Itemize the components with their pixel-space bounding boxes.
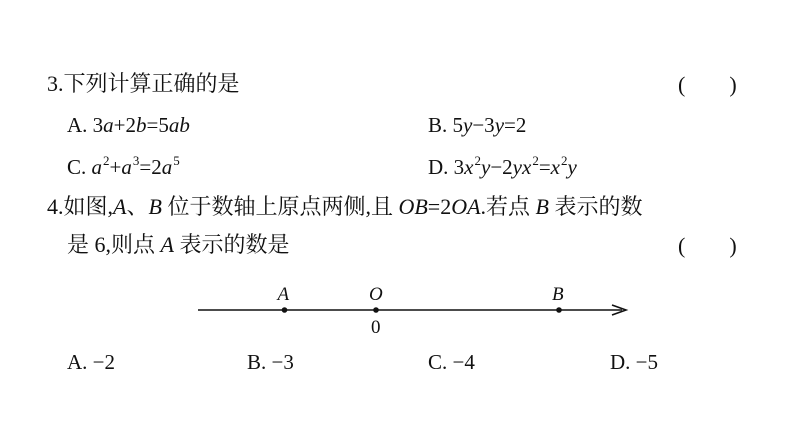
q4-option-c <box>428 352 475 373</box>
q4-stem-line1: 4.如图,A、B 位于数轴上原点两侧,且 OB=2OA.若点 B 表示的数 <box>47 194 643 219</box>
q4-option-c-value: −4 <box>452 350 475 374</box>
number-line-label-b: B <box>552 284 564 305</box>
number-line-point-a <box>282 307 288 313</box>
q3-number: 3. <box>47 71 64 96</box>
q3-option-a-expr: 3a+2b=5ab <box>92 113 190 137</box>
q4-option-c-letter: C. <box>428 350 448 374</box>
q4-option-d-value: −5 <box>635 350 659 374</box>
q4-number: 4. <box>47 194 64 219</box>
q4-option-d <box>610 352 658 373</box>
q4-option-b-letter: B. <box>247 350 267 374</box>
q4-option-a <box>67 352 115 373</box>
q4-option-a-value: −2 <box>92 350 116 374</box>
q3-option-c-expr: $a^2+a^3=2a^5$ <box>91 153 180 179</box>
number-line-label-a: A <box>277 284 290 305</box>
number-line-point-o <box>373 307 379 313</box>
q3-option-d-expr: $3x^2y-2yx^2=x^2y$ <box>453 153 577 179</box>
number-line-point-b <box>556 307 562 313</box>
q4-option-d-letter: D. <box>610 350 631 374</box>
q4-stem-line2: 是 6,则点 A 表示的数是 <box>67 232 290 257</box>
q3-stem-text: 下列计算正确的是 <box>63 71 240 96</box>
q3-option-a-letter: A. <box>67 113 88 137</box>
q3-option-b-letter: B. <box>428 113 448 137</box>
q4-option-b-value: −3 <box>271 350 294 374</box>
q3-option-d-letter: D. <box>428 155 449 179</box>
q4-answer-paren: ( ) <box>678 233 737 258</box>
q4-option-a-letter: A. <box>67 350 88 374</box>
number-line-label-o: O <box>369 284 383 305</box>
q4-option-b <box>247 352 294 373</box>
q3-option-b-expr: 5y−3y=2 <box>452 113 527 137</box>
q3-answer-paren: ( ) <box>678 72 737 97</box>
q3-option-c-letter: C. <box>67 155 87 179</box>
number-line-tick-label-o: 0 <box>371 317 381 338</box>
